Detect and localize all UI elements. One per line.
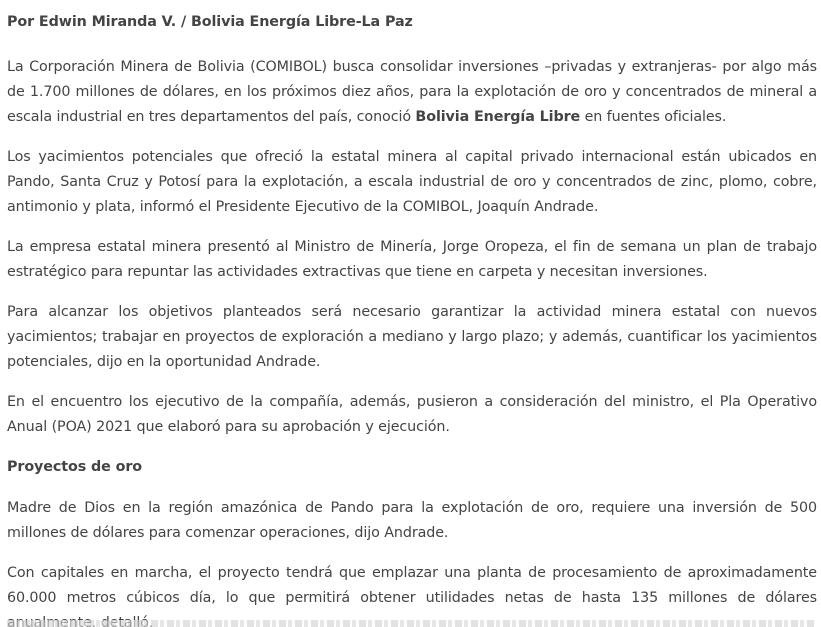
paragraph-objectives: Para alcanzar los objetivos planteados será necesario garantizar la actividad minera estatal con nuevos yacimientos; trabajar en proyectos de exploración a mediano y largo plazo; y además, cuantificar los yacimientos potenciales, dijo en la oportunidad Andrade. — [7, 304, 817, 370]
paragraph-poa: En el encuentro los ejecutivo de la compañía, además, pusieron a consideración del ministro, el Pla Operativo Anual (POA) 2021 que elaboró para su aprobación y ejecución. — [7, 394, 817, 435]
section-heading-gold-projects: Proyectos de oro — [7, 459, 142, 475]
paragraph-deposits: Los yacimientos potenciales que ofreció la estatal minera al capital privado internacional están ubicados en Pando, Santa Cruz y Potosí para la explotación, a escala industrial de oro y concentrados de zinc, plomo, cobre, antimonio y plata, informó el Presidente Ejecutivo de la COMIBOL, Joaquín Andrade. — [7, 149, 817, 215]
source-name-bold: Bolivia Energía Libre — [415, 109, 581, 125]
paragraph-text: en fuentes oficiales. — [580, 109, 727, 125]
paragraph-processing-plant: Con capitales en marcha, el proyecto tendrá que emplazar una planta de procesamiento de aproximadamente 60.000 metros cúbicos día, lo que permitirá obtener utilidades netas de hasta 135 millones de dólares — [7, 565, 817, 606]
paragraph-text: La Corporación Minera de Bolivia (COMIBOL) busca consolidar inversiones –privadas y extranjeras- por algo más de 1.700 millones de dólares, en los próximos diez años, para la explotación de oro y concentrados de mineral a escala industrial en tres departamentos del país, conoció — [7, 59, 817, 125]
article-byline: Por Edwin Miranda V. / Bolivia Energía Libre-La Paz — [7, 14, 413, 30]
next-paragraph-cutoff — [7, 620, 815, 627]
paragraph-ministry-plan: La empresa estatal minera presentó al Ministro de Minería, Jorge Oropeza, el fin de semana un plan de trabajo estratégico para repuntar las actividades extractivas que tiene en carpeta y necesitan inversiones. — [7, 239, 817, 280]
paragraph-comibol-investment — [7, 55, 817, 130]
paragraph-madre-de-dios: Madre de Dios en la región amazónica de Pando para la explotación de oro, requiere una inversión de 500 millones de dólares para comenzar operaciones, dijo Andrade. — [7, 500, 817, 541]
